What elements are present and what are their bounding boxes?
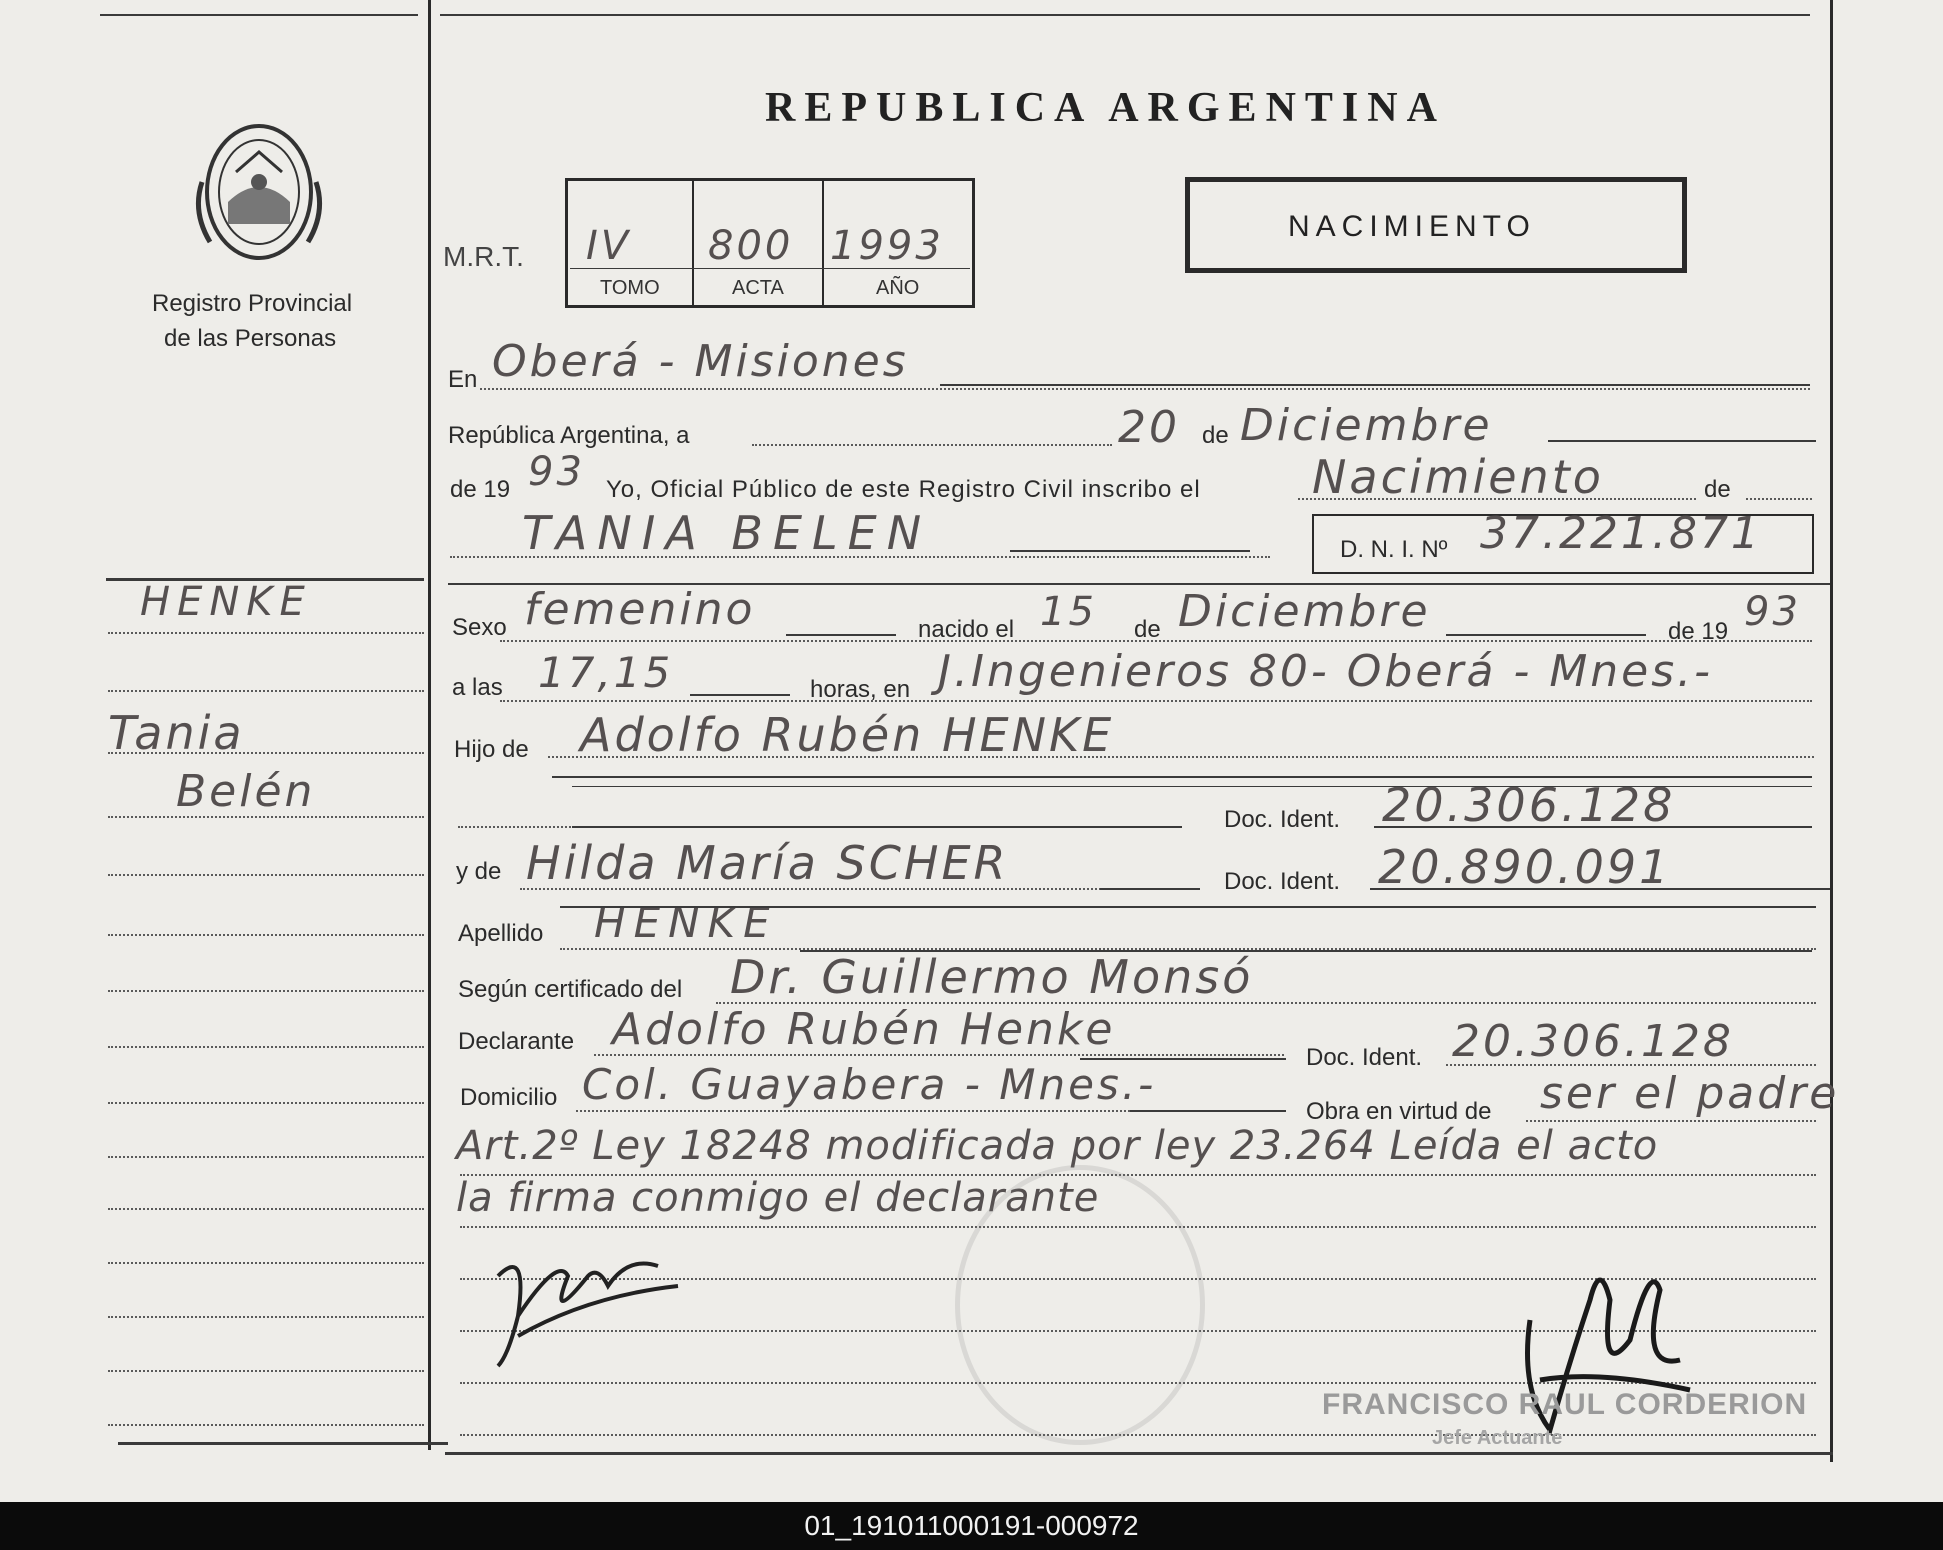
margin-dotted-11 [108,1208,424,1210]
father-value: Adolfo Rubén HENKE [580,708,1115,762]
official-stamp-icon [955,1165,1205,1445]
segun-label: Según certificado del [458,976,683,1003]
yde-label: y de [456,858,502,885]
de-label-2: de [1704,476,1731,503]
birth-year-value: 93 [1744,589,1801,635]
record-prefix: M.R.T. [443,241,524,272]
registry-line2: de las Personas [164,325,337,352]
margin-dotted-9 [108,1102,424,1104]
republica-label: República Argentina, a [448,422,690,449]
birth-month-value: Diciembre [1178,586,1431,637]
declarante-doc-label: Doc. Ident. [1306,1044,1423,1071]
en-label: En [448,366,478,393]
domicilio-rule [1130,1110,1286,1112]
margin-dotted-8 [108,1046,424,1048]
margin-bottom-rule [118,1442,448,1445]
misiones-coat-of-arms-icon [188,112,330,272]
officer-name-stamp: FRANCISCO RAUL CORDERION [1322,1388,1808,1421]
father-doc-value-rule [1374,826,1812,828]
de-label: de [1202,422,1229,449]
hora-value: 17,15 [538,648,674,697]
record-divider-1 [692,180,694,306]
hijo-label: Hijo de [454,736,529,763]
legal-note-line2: la firma conmigo el declarante [456,1175,1100,1221]
obra-label: Obra en virtud de [1306,1098,1492,1125]
domicilio-label: Domicilio [460,1084,558,1111]
frame-bottom-rule [445,1452,1833,1455]
margin-surname: HENKE [140,579,312,625]
mother-rule [1100,888,1200,890]
inscribo-dotted-line [1298,498,1696,500]
margin-dotted-7 [108,990,424,992]
margin-dotted-3 [108,752,424,754]
officer-title-stamp: Jefe Actuante [1432,1427,1563,1449]
name-rule [1010,550,1250,552]
declarante-doc-dotted-line [1446,1064,1816,1066]
declarante-label: Declarante [458,1028,575,1055]
declarante-dotted-line [594,1054,1284,1056]
mother-value: Hilda María SCHER [526,836,1009,890]
de-label-3: de [1134,616,1161,643]
apellido-top-rule [560,906,1816,908]
day-dotted-line [752,444,1112,446]
inscribo-value: Nacimiento [1312,450,1604,504]
year-value: 93 [528,449,585,495]
margin-second-name: Belén [176,766,316,817]
margin-dotted-12 [108,1262,424,1264]
father-doc-value: 20.306.128 [1382,778,1676,832]
margin-dotted-5 [108,874,424,876]
en-rule [940,384,1810,386]
margin-dotted-1 [108,632,424,634]
frame-right-line [1830,0,1833,1462]
father-doc-label: Doc. Ident. [1224,806,1341,833]
record-type-label: NACIMIENTO [1288,210,1536,243]
de19-label: de 19 [1668,618,1729,645]
page-title: REPUBLICA ARGENTINA [765,85,1446,131]
de-dotted-line [1746,498,1812,500]
top-rule-left [100,14,418,16]
declarant-signature-icon [488,1236,688,1376]
domicilio-value: Col. Guayabera - Mnes.- [582,1060,1157,1109]
birth-day-value: 15 [1040,589,1097,635]
month-value: Diciembre [1240,400,1493,451]
dni-value: 37.221.871 [1480,508,1762,559]
child-name-value: TANIA BELEN [522,506,932,560]
hora-rule [690,694,790,696]
image-id-caption: 01_191011000191-000972 [0,1502,1943,1550]
declarante-value: Adolfo Rubén Henke [612,1004,1116,1055]
mother-doc-rule [1370,888,1830,890]
father-doc-rule [572,826,1182,828]
en-value: Oberá - Misiones [492,336,909,387]
en-dotted-line [480,388,1810,390]
margin-dotted-6 [108,934,424,936]
record-divider-2 [822,180,824,306]
father-sep-rule [572,786,1812,787]
tomo-value: IV [586,223,632,269]
obra-dotted-line [1526,1120,1816,1122]
ano-label: AÑO [876,277,920,299]
registry-line1: Registro Provincial [152,290,353,317]
obra-value: ser el padre [1540,1068,1840,1119]
margin-dotted-15 [108,1424,424,1426]
lugar-value: J.Ingenieros 80- Oberá - Mnes.- [938,646,1714,697]
mother-dotted-line [520,888,1200,890]
mother-doc-value: 20.890.091 [1378,840,1672,894]
apellido-label: Apellido [458,920,544,947]
birth-month-rule [1446,634,1646,636]
sexo-dotted-line [500,640,1812,642]
sexo-rule [786,634,896,636]
legal-note-line1: Art.2º Ley 18248 modificada por ley 23.264 Leída el acto [456,1123,1659,1169]
apellido-value: HENKE [594,898,778,947]
day-value: 20 [1118,402,1180,453]
nacido-label: nacido el [918,616,1015,643]
segun-value: Dr. Guillermo Monsó [730,950,1254,1004]
frame-left-line [428,0,431,1450]
margin-first-name: Tania [108,706,245,760]
tomo-label: TOMO [600,277,660,299]
name-dotted-line [450,556,1270,558]
alas-dotted-line [500,700,1812,702]
alas-label: a las [452,674,503,701]
dni-label: D. N. I. Nº [1340,536,1448,563]
margin-dotted-10 [108,1156,424,1158]
acta-value: 800 [708,223,794,269]
yo-text: Yo, Oficial Público de este Registro Civil inscribo el [606,476,1201,503]
year-prefix: de 19 [450,476,511,503]
horas-label: horas, en [810,676,911,703]
mother-doc-label: Doc. Ident. [1224,868,1341,895]
ano-value: 1993 [830,223,944,269]
declarante-doc-value: 20.306.128 [1452,1016,1734,1067]
margin-dotted-14 [108,1370,424,1372]
top-rule-right [440,14,1810,16]
sexo-label: Sexo [452,614,507,641]
month-rule [1548,440,1816,442]
hijo-dotted-line [548,756,1814,758]
margin-dotted-2 [108,690,424,692]
margin-dotted-4 [108,816,424,818]
sexo-value: femenino [524,584,756,635]
acta-label: ACTA [732,277,784,299]
margin-dotted-13 [108,1316,424,1318]
